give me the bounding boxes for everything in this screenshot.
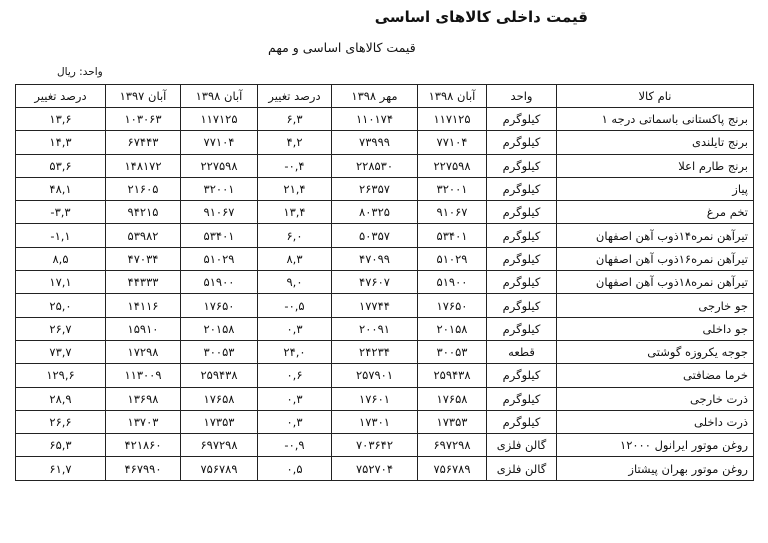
price-aban-1398-yoy-cell: ۲۰۱۵۸ — [181, 317, 258, 340]
price-aban-1397-cell: ۱۰۳۰۶۳ — [106, 108, 181, 131]
price-mehr-1398-cell: ۲۴۲۳۴ — [332, 340, 418, 363]
unit-cell: کیلوگرم — [487, 224, 557, 247]
table-row — [16, 317, 754, 340]
price-mehr-1398-cell: ۴۷۶۰۷ — [332, 271, 418, 294]
monthly-change-cell: ۲۱,۴ — [258, 177, 332, 200]
yearly-change-cell: ۷۳,۷ — [16, 340, 106, 363]
price-mehr-1398-cell: ۱۷۷۴۴ — [332, 294, 418, 317]
price-mehr-1398-cell: ۲۵۷۹۰۱ — [332, 364, 418, 387]
yearly-change-cell: ۱,۱- — [16, 224, 106, 247]
price-aban-1398-yoy-cell: ۵۱۹۰۰ — [181, 271, 258, 294]
yearly-change-cell: ۶۵,۳ — [16, 434, 106, 457]
price-aban-1398-cell: ۱۷۳۵۳ — [418, 410, 487, 433]
item-name-cell: ذرت داخلی — [557, 410, 754, 433]
price-aban-1398-cell: ۷۵۶۷۸۹ — [418, 457, 487, 480]
unit-cell: کیلوگرم — [487, 410, 557, 433]
price-aban-1397-cell: ۱۴۸۱۷۲ — [106, 154, 181, 177]
price-aban-1398-yoy-cell: ۹۱۰۶۷ — [181, 201, 258, 224]
item-name-cell: روغن موتور ایرانول ۱۲۰۰۰ — [557, 434, 754, 457]
unit-cell: قطعه — [487, 340, 557, 363]
price-aban-1398-cell: ۲۲۷۵۹۸ — [418, 154, 487, 177]
monthly-change-cell: ۰,۶ — [258, 364, 332, 387]
price-mehr-1398-cell: ۴۷۰۹۹ — [332, 247, 418, 270]
unit-note: واحد: ریال — [57, 66, 103, 78]
table-row — [16, 271, 754, 294]
header-aban-1397: آبان ۱۳۹۷ — [106, 85, 181, 108]
price-aban-1398-cell: ۵۱۰۲۹ — [418, 247, 487, 270]
yearly-change-cell: ۲۶,۷ — [16, 317, 106, 340]
item-name-cell: جوجه یکروزه گوشتی — [557, 340, 754, 363]
yearly-change-cell: ۴۸,۱ — [16, 177, 106, 200]
yearly-change-cell: ۱۲۹,۶ — [16, 364, 106, 387]
monthly-change-cell: ۰,۵ — [258, 457, 332, 480]
item-name-cell: جو داخلی — [557, 317, 754, 340]
unit-cell: کیلوگرم — [487, 177, 557, 200]
monthly-change-cell: ۰,۵- — [258, 294, 332, 317]
table-row — [16, 224, 754, 247]
price-mehr-1398-cell: ۵۰۳۵۷ — [332, 224, 418, 247]
unit-cell: کیلوگرم — [487, 154, 557, 177]
yearly-change-cell: ۱۳,۶ — [16, 108, 106, 131]
table-row — [16, 247, 754, 270]
price-aban-1398-yoy-cell: ۵۳۴۰۱ — [181, 224, 258, 247]
price-aban-1398-cell: ۵۱۹۰۰ — [418, 271, 487, 294]
monthly-change-cell: ۶,۰ — [258, 224, 332, 247]
price-mehr-1398-cell: ۲۲۸۵۳۰ — [332, 154, 418, 177]
price-aban-1398-yoy-cell: ۵۱۰۲۹ — [181, 247, 258, 270]
price-mehr-1398-cell: ۷۵۲۷۰۴ — [332, 457, 418, 480]
header-yearly-change: درصد تغییر — [16, 85, 106, 108]
monthly-change-cell: ۰,۹- — [258, 434, 332, 457]
price-aban-1398-cell: ۱۷۶۵۰ — [418, 294, 487, 317]
price-mehr-1398-cell: ۱۷۳۰۱ — [332, 410, 418, 433]
yearly-change-cell: ۳,۳- — [16, 201, 106, 224]
monthly-change-cell: ۹,۰ — [258, 271, 332, 294]
yearly-change-cell: ۵۳,۶ — [16, 154, 106, 177]
header-unit: واحد — [487, 85, 557, 108]
price-aban-1397-cell: ۵۳۹۸۲ — [106, 224, 181, 247]
price-aban-1398-yoy-cell: ۳۰۰۵۳ — [181, 340, 258, 363]
price-mehr-1398-cell: ۷۳۹۹۹ — [332, 131, 418, 154]
unit-cell: کیلوگرم — [487, 364, 557, 387]
yearly-change-cell: ۲۸,۹ — [16, 387, 106, 410]
monthly-change-cell: ۱۳,۴ — [258, 201, 332, 224]
price-aban-1398-cell: ۵۳۴۰۱ — [418, 224, 487, 247]
price-aban-1398-cell: ۲۰۱۵۸ — [418, 317, 487, 340]
table-body — [16, 108, 754, 481]
price-aban-1398-cell: ۳۲۰۰۱ — [418, 177, 487, 200]
price-aban-1397-cell: ۴۷۰۳۴ — [106, 247, 181, 270]
price-aban-1397-cell: ۱۴۱۱۶ — [106, 294, 181, 317]
monthly-change-cell: ۸,۳ — [258, 247, 332, 270]
table-row — [16, 154, 754, 177]
price-mehr-1398-cell: ۸۰۳۲۵ — [332, 201, 418, 224]
unit-cell: کیلوگرم — [487, 317, 557, 340]
price-mehr-1398-cell: ۲۰۰۹۱ — [332, 317, 418, 340]
unit-cell: کیلوگرم — [487, 294, 557, 317]
table-row — [16, 364, 754, 387]
price-mehr-1398-cell: ۱۷۶۰۱ — [332, 387, 418, 410]
unit-cell: کیلوگرم — [487, 271, 557, 294]
unit-cell: گالن فلزی — [487, 434, 557, 457]
price-aban-1398-cell: ۱۷۶۵۸ — [418, 387, 487, 410]
price-aban-1398-yoy-cell: ۷۷۱۰۴ — [181, 131, 258, 154]
table-row — [16, 340, 754, 363]
yearly-change-cell: ۲۶,۶ — [16, 410, 106, 433]
monthly-change-cell: ۶,۳ — [258, 108, 332, 131]
price-mehr-1398-cell: ۷۰۳۶۴۲ — [332, 434, 418, 457]
price-aban-1398-cell: ۱۱۷۱۲۵ — [418, 108, 487, 131]
monthly-change-cell: ۰,۳ — [258, 387, 332, 410]
item-name-cell: برنج طارم اعلا — [557, 154, 754, 177]
price-aban-1397-cell: ۱۳۶۹۸ — [106, 387, 181, 410]
item-name-cell: تیرآهن نمره۱۸ذوب آهن اصفهان — [557, 271, 754, 294]
table-row — [16, 457, 754, 480]
table-row — [16, 131, 754, 154]
yearly-change-cell: ۸,۵ — [16, 247, 106, 270]
unit-cell: گالن فلزی — [487, 457, 557, 480]
header-item-name: نام کالا — [557, 85, 754, 108]
price-aban-1397-cell: ۴۴۳۳۳ — [106, 271, 181, 294]
price-aban-1397-cell: ۲۱۶۰۵ — [106, 177, 181, 200]
yearly-change-cell: ۱۷,۱ — [16, 271, 106, 294]
unit-cell: کیلوگرم — [487, 387, 557, 410]
price-aban-1397-cell: ۶۷۴۴۳ — [106, 131, 181, 154]
page-title: قیمت داخلی کالاهای اساسی — [374, 8, 588, 26]
item-name-cell: جو خارجی — [557, 294, 754, 317]
monthly-change-cell: ۰,۳ — [258, 410, 332, 433]
item-name-cell: برنج تایلندی — [557, 131, 754, 154]
header-aban-1398: آبان ۱۳۹۸ — [418, 85, 487, 108]
table-header-row — [16, 85, 754, 108]
header-mehr-1398: مهر ۱۳۹۸ — [332, 85, 418, 108]
table-row — [16, 177, 754, 200]
price-aban-1398-yoy-cell: ۶۹۷۲۹۸ — [181, 434, 258, 457]
price-mehr-1398-cell: ۱۱۰۱۷۴ — [332, 108, 418, 131]
price-aban-1398-yoy-cell: ۲۲۷۵۹۸ — [181, 154, 258, 177]
price-aban-1397-cell: ۴۶۷۹۹۰ — [106, 457, 181, 480]
price-aban-1398-yoy-cell: ۱۷۶۵۸ — [181, 387, 258, 410]
price-aban-1398-yoy-cell: ۱۷۳۵۳ — [181, 410, 258, 433]
table-row — [16, 294, 754, 317]
price-aban-1397-cell: ۴۲۱۸۶۰ — [106, 434, 181, 457]
table-subtitle: قیمت کالاهای اساسی و مهم — [268, 40, 416, 55]
price-mehr-1398-cell: ۲۶۳۵۷ — [332, 177, 418, 200]
item-name-cell: تیرآهن نمره۱۴ذوب آهن اصفهان — [557, 224, 754, 247]
item-name-cell: ذرت خارجی — [557, 387, 754, 410]
table-row — [16, 387, 754, 410]
header-monthly-change: درصد تغییر — [258, 85, 332, 108]
price-aban-1397-cell: ۱۱۳۰۰۹ — [106, 364, 181, 387]
price-aban-1398-cell: ۳۰۰۵۳ — [418, 340, 487, 363]
price-aban-1398-cell: ۲۵۹۴۳۸ — [418, 364, 487, 387]
table-row — [16, 201, 754, 224]
price-aban-1397-cell: ۹۴۲۱۵ — [106, 201, 181, 224]
table-row — [16, 108, 754, 131]
price-table — [15, 84, 754, 481]
price-aban-1398-cell: ۹۱۰۶۷ — [418, 201, 487, 224]
item-name-cell: برنج پاکستانی باسماتی درجه ۱ — [557, 108, 754, 131]
item-name-cell: پیاز — [557, 177, 754, 200]
unit-cell: کیلوگرم — [487, 108, 557, 131]
table-row — [16, 410, 754, 433]
unit-cell: کیلوگرم — [487, 247, 557, 270]
price-aban-1398-cell: ۷۷۱۰۴ — [418, 131, 487, 154]
item-name-cell: خرما مضافتی — [557, 364, 754, 387]
monthly-change-cell: ۲۴,۰ — [258, 340, 332, 363]
price-aban-1397-cell: ۱۳۷۰۳ — [106, 410, 181, 433]
monthly-change-cell: ۰,۴- — [258, 154, 332, 177]
yearly-change-cell: ۲۵,۰ — [16, 294, 106, 317]
price-aban-1398-yoy-cell: ۱۷۶۵۰ — [181, 294, 258, 317]
price-aban-1398-yoy-cell: ۷۵۶۷۸۹ — [181, 457, 258, 480]
monthly-change-cell: ۴,۲ — [258, 131, 332, 154]
price-aban-1397-cell: ۱۵۹۱۰ — [106, 317, 181, 340]
unit-cell: کیلوگرم — [487, 201, 557, 224]
item-name-cell: روغن موتور بهران پیشتاز — [557, 457, 754, 480]
price-aban-1398-yoy-cell: ۲۵۹۴۳۸ — [181, 364, 258, 387]
price-aban-1398-yoy-cell: ۳۲۰۰۱ — [181, 177, 258, 200]
item-name-cell: تخم مرغ — [557, 201, 754, 224]
price-aban-1397-cell: ۱۷۲۹۸ — [106, 340, 181, 363]
yearly-change-cell: ۱۴,۳ — [16, 131, 106, 154]
item-name-cell: تیرآهن نمره۱۶ذوب آهن اصفهان — [557, 247, 754, 270]
price-aban-1398-cell: ۶۹۷۲۹۸ — [418, 434, 487, 457]
unit-cell: کیلوگرم — [487, 131, 557, 154]
header-aban-1398-yoy: آبان ۱۳۹۸ — [181, 85, 258, 108]
price-aban-1398-yoy-cell: ۱۱۷۱۲۵ — [181, 108, 258, 131]
monthly-change-cell: ۰,۳ — [258, 317, 332, 340]
yearly-change-cell: ۶۱,۷ — [16, 457, 106, 480]
table-row — [16, 434, 754, 457]
